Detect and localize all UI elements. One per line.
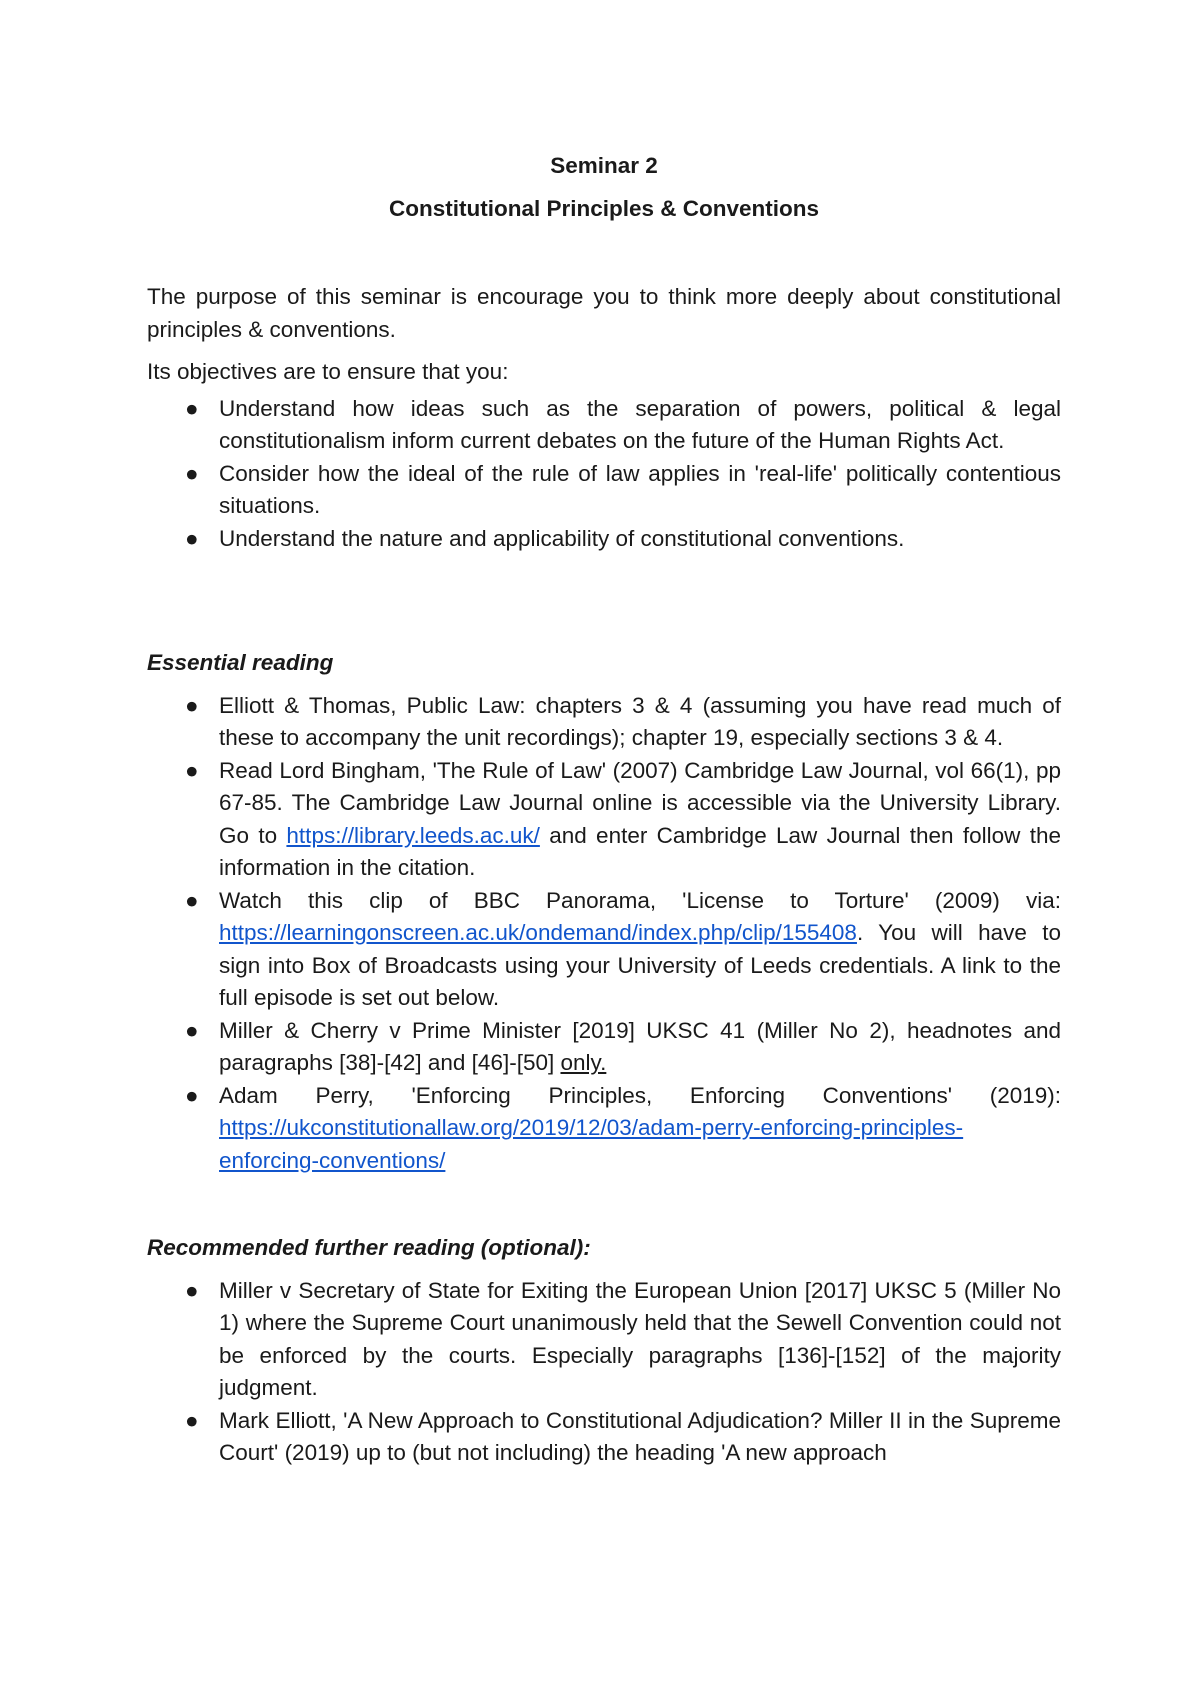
document-page	[147, 150, 1061, 1470]
further-reading-list	[147, 1275, 1061, 1470]
further-reading-heading: Recommended further reading (optional):	[147, 1235, 591, 1260]
list-item	[147, 755, 1061, 885]
reading-text: Adam Perry, 'Enforcing Principles, Enforcing Conventions' (2019):	[219, 1082, 1061, 1108]
bullet-icon: ●	[185, 887, 199, 913]
reading-text: Elliott & Thomas, Public Law: chapters 3 & 4 (assuming you have read much of these to accompany the unit recordings); chapter 19, especially sections 3 & 4.	[219, 692, 1061, 750]
list-item	[147, 1015, 1061, 1080]
reading-text: and enter Cambridge Law Journal then follow the information in the citation.	[219, 822, 1061, 880]
objectives-list	[147, 393, 1061, 556]
reading-text: . You will have to sign into Box of Broadcasts using your University of Leeds credentials. A link to the full episode is set out below.	[219, 920, 1061, 1010]
panorama-clip-link[interactable]: https://learningonscreen.ac.uk/ondemand/index.php/clip/155408	[219, 920, 857, 945]
bullet-icon: ●	[185, 1277, 199, 1303]
list-item	[147, 523, 1061, 556]
reading-text: Read Lord Bingham, 'The Rule of Law' (2007) Cambridge Law Journal, vol 66(1), pp 67-85. The Cambridge Law Journal online is accessible via the University Library. Go to	[219, 757, 1061, 848]
perry-article-link[interactable]: https://ukconstitutionallaw.org/2019/12/03/adam-perry-enforcing-principles-enforcing-conventions/	[219, 1115, 964, 1173]
purpose-paragraph: The purpose of this seminar is encourage you to think more deeply about constitutional principles & conventions.	[147, 284, 1061, 342]
reading-text: Miller & Cherry v Prime Minister [2019] UKSC 41 (Miller No 2), headnotes and paragraphs [38]-[42] and [46]-[50]	[219, 1017, 1061, 1075]
reading-text: Watch this clip of BBC Panorama, 'License to Torture' (2009) via:	[219, 887, 1061, 913]
list-item	[147, 1080, 1061, 1178]
bullet-icon: ●	[185, 1017, 199, 1043]
objective-text: Understand the nature and applicability of constitutional conventions.	[219, 525, 905, 551]
list-item	[147, 690, 1061, 755]
reading-text: Miller v Secretary of State for Exiting the European Union [2017] UKSC 5 (Miller No 1) where the Supreme Court unanimously held that the Sewell Convention could not be enforced by the courts. Especially paragraphs [136]-[152] of the majority judgment.	[219, 1277, 1061, 1400]
bullet-icon: ●	[185, 460, 199, 486]
bullet-icon: ●	[185, 1082, 199, 1108]
list-item	[147, 458, 1061, 523]
library-link[interactable]: https://library.leeds.ac.uk/	[286, 822, 540, 848]
list-item	[147, 885, 1061, 1015]
bullet-icon: ●	[185, 692, 199, 718]
bullet-icon: ●	[185, 1407, 199, 1433]
list-item	[147, 393, 1061, 458]
page-subtitle: Constitutional Principles & Conventions	[388, 195, 820, 221]
page-title: Seminar 2	[550, 153, 658, 178]
bullet-icon: ●	[185, 525, 199, 551]
bullet-icon: ●	[185, 395, 199, 421]
objective-text: Understand how ideas such as the separation of powers, political & legal constitutionalism inform current debates on the future of the Human Rights Act.	[219, 395, 1061, 453]
objective-text: Consider how the ideal of the rule of law applies in 'real-life' politically contentious situations.	[219, 460, 1061, 518]
list-item	[147, 1275, 1061, 1405]
underlined-text: only.	[560, 1050, 607, 1075]
objectives-lead: Its objectives are to ensure that you:	[147, 359, 509, 384]
list-item	[147, 1405, 1061, 1470]
essential-reading-heading: Essential reading	[147, 650, 334, 675]
reading-text: Mark Elliott, 'A New Approach to Constitutional Adjudication? Miller II in the Supreme Court' (2019) up to (but not including) the heading 'A new approach	[219, 1407, 1061, 1465]
bullet-icon: ●	[185, 757, 199, 783]
essential-reading-list	[147, 690, 1061, 1178]
